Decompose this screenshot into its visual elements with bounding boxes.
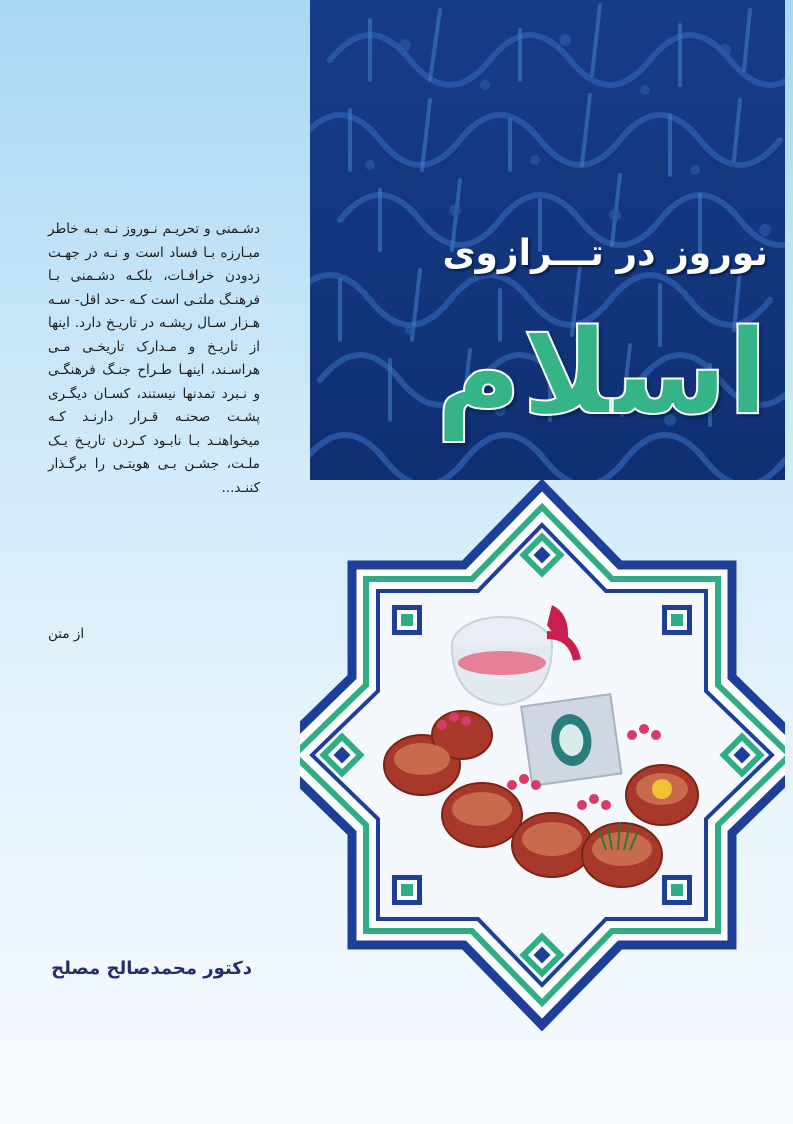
author-name: دکتور محمدصالح مصلح bbox=[51, 958, 252, 979]
back-blurb: دشـمنی و تحریـم نـوروز نـه بـه خاطر مبـارزه بـا فساد است و نـه در جهـت زدودن خرافـات، بلکـه دشـمنی بـا فرهنـگ ملتـی است کـه -حد اقل- سـه هـزار سـال ریشـه در تاریـخ دارد. اینها از تاریـخ و مـدارک تاریخـی مـی هراسـند، اینهـا طـراح جنـگ فرهنگـی و نـبرد تمدنها نیستند، کسـان دیگـری پشـت صحنـه قـرار دارنـد کـه میخواهنـد بـا نابـود کـردن تاریـخ یـک ملـت، جشـن بـی هویتـی را برگـذار کننـد... bbox=[48, 221, 260, 496]
eight-point-star-frame bbox=[300, 480, 785, 1040]
blurb-source: از متن bbox=[48, 626, 85, 642]
title-line-1: نوروز در تـــرازوی bbox=[442, 233, 768, 274]
title-line-2: اسلام bbox=[435, 303, 768, 441]
